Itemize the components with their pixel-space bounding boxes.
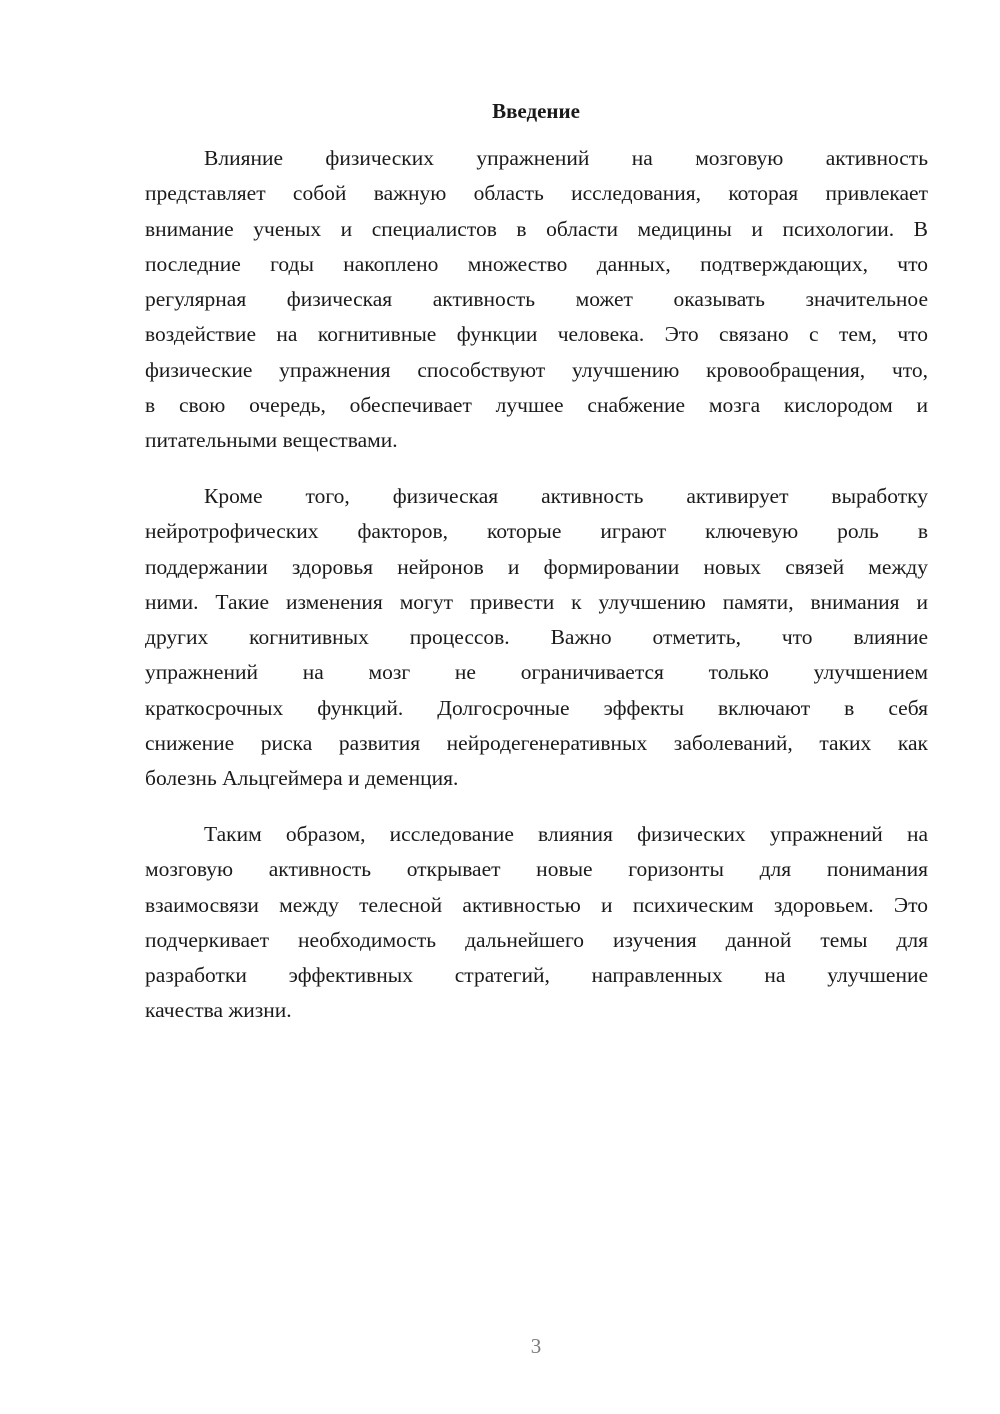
paragraph-2 <box>145 479 928 797</box>
text-line: нейротрофических факторов, которые играют ключевую роль в <box>145 519 928 544</box>
text-line: воздействие на когнитивные функции человека. Это связано с тем, что <box>145 322 928 347</box>
text-line: краткосрочных функций. Долгосрочные эффекты включают в себя <box>145 695 928 720</box>
text-line: внимание ученых и специалистов в области медицины и психологии. В <box>145 216 928 241</box>
text-line: болезнь Альцгеймера и деменция. <box>145 766 459 791</box>
text-line: физические упражнения способствуют улучшению кровообращения, что, <box>145 357 928 382</box>
text-line: Влияние физических упражнений на мозговую активность <box>204 146 928 170</box>
text-line: в свою очередь, обеспечивает лучшее снабжение мозга кислородом и <box>145 393 928 418</box>
text-line: Кроме того, физическая активность активирует выработку <box>204 484 928 508</box>
text-line: Таким образом, исследование влияния физических упражнений на <box>204 822 928 846</box>
text-line: регулярная физическая активность может оказывать значительное <box>145 287 928 312</box>
text-line: упражнений на мозг не ограничивается только улучшением <box>145 660 928 685</box>
paragraph-1 <box>145 141 928 459</box>
text-line: других когнитивных процессов. Важно отметить, что влияние <box>145 625 928 650</box>
text-line: представляет собой важную область исследования, которая привлекает <box>145 181 928 206</box>
paragraph-3 <box>145 817 928 1029</box>
text-line: мозговую активность открывает новые горизонты для понимания <box>145 857 928 882</box>
text-line: питательными веществами. <box>145 428 398 453</box>
text-line: взаимосвязи между телесной активностью и психическим здоровьем. Это <box>145 892 928 917</box>
text-line: разработки эффективных стратегий, направленных на улучшение <box>145 963 928 988</box>
text-line: снижение риска развития нейродегенеративных заболеваний, таких как <box>145 731 928 756</box>
page-number: 3 <box>530 1334 542 1358</box>
text-line: ними. Такие изменения могут привести к улучшению памяти, внимания и <box>145 589 928 614</box>
section-title: Введение <box>492 99 580 123</box>
text-line: качества жизни. <box>145 998 292 1023</box>
text-line: подчеркивает необходимость дальнейшего изучения данной темы для <box>145 927 928 952</box>
text-line: поддержании здоровья нейронов и формировании новых связей между <box>145 554 928 579</box>
text-line: последние годы накоплено множество данных, подтверждающих, что <box>145 251 928 276</box>
